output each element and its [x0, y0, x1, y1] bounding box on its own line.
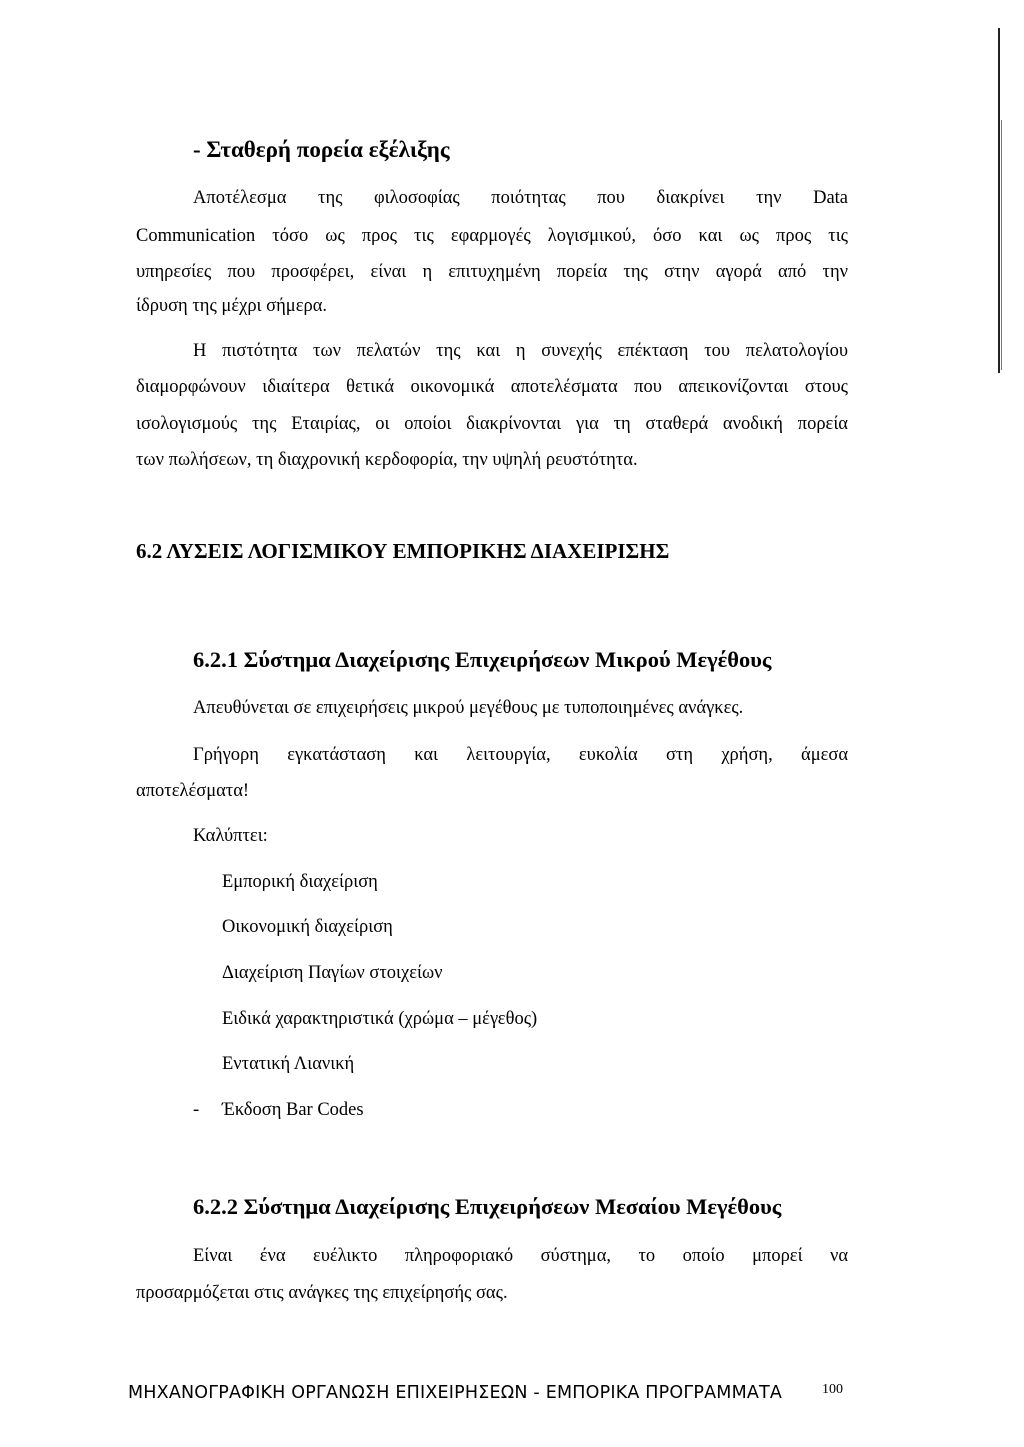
list-dash: -: [193, 1100, 200, 1120]
page-number: 100: [822, 1382, 843, 1397]
para1-line4: ίδρυση της μέχρι σήμερα.: [136, 296, 328, 316]
covers-list-item: Εμπορική διαχείριση: [222, 872, 378, 892]
word: άμεσα: [801, 745, 849, 765]
word: Αποτέλεσμα: [193, 188, 287, 208]
word: στη: [665, 745, 694, 765]
word: Data: [813, 188, 849, 208]
para1-line2: Communication τόσο ως προς τις εφαρμογές λογισμικού, όσο και ως προς τις: [136, 226, 848, 246]
sub1-line2-cont: αποτελέσματα!: [136, 781, 250, 801]
scan-edge-line-secondary: [1001, 120, 1002, 370]
covers-list-item: Εντατική Λιανική: [222, 1054, 355, 1074]
word: οποίο: [682, 1246, 725, 1266]
covers-list-item: Έκδοση Bar Codes: [222, 1100, 364, 1120]
word: πληροφοριακό: [404, 1246, 514, 1266]
para2-line3: ισολογισμούς της Εταιρίας, οι οποίοι διακρίνονται για τη σταθερά ανοδική πορεία: [136, 414, 848, 434]
page-footer-title: ΜΗΧΑΝΟΓΡΑΦΙΚΗ ΟΡΓΑΝΩΣΗ ΕΠΙΧΕΙΡΗΣΕΩΝ - ΕΜΠΟΡΙΚΑ ΠΡΟΓΡΑΜΜΑΤΑ: [128, 1383, 783, 1403]
word: μπορεί: [752, 1246, 803, 1266]
sub1-intro: Απευθύνεται σε επιχειρήσεις μικρού μεγέθους με τυποποιημένες ανάγκες.: [193, 698, 744, 718]
word: Γρήγορη: [193, 745, 259, 765]
sub2-line2: προσαρμόζεται στις ανάγκες της επιχείρησής σας.: [136, 1283, 508, 1303]
word: που: [597, 188, 625, 208]
sub2-line1: [193, 1246, 848, 1270]
covers-list-item: Διαχείριση Παγίων στοιχείων: [222, 963, 443, 983]
word: εγκατάσταση: [287, 745, 386, 765]
word: και: [414, 745, 439, 765]
subsection-heading-medium: 6.2.2 Σύστημα Διαχείρισης Επιχειρήσεων Μεσαίου Μεγέθους: [193, 1194, 782, 1219]
word: Είναι: [193, 1246, 233, 1266]
word: να: [829, 1246, 849, 1266]
word: χρήση,: [721, 745, 773, 765]
para2-line4: των πωλήσεων, τη διαχρονική κερδοφορία, την υψηλή ρευστότητα.: [136, 450, 638, 470]
word: ποιότητας: [491, 188, 566, 208]
para2-line2: διαμορφώνουν ιδιαίτερα θετικά οικονομικά αποτελέσματα που απεικονίζονται στους: [136, 377, 848, 397]
subsection-heading-small: 6.2.1 Σύστημα Διαχείρισης Επιχειρήσεων Μικρού Μεγέθους: [193, 647, 772, 672]
word: λειτουργία,: [466, 745, 551, 765]
chapter-heading: 6.2 ΛΥΣΕΙΣ ΛΟΓΙΣΜΙΚΟΥ ΕΜΠΟΡΙΚΗΣ ΔΙΑΧΕΙΡΙΣΗΣ: [136, 539, 670, 563]
word: την: [756, 188, 782, 208]
word: ευκολία: [578, 745, 638, 765]
covers-list-item: Οικονομική διαχείριση: [222, 917, 393, 937]
word: σύστημα,: [540, 1246, 612, 1266]
section-heading: - Σταθερή πορεία εξέλιξης: [193, 137, 450, 162]
para2-line1: Η πιστότητα των πελατών της και η συνεχής επέκταση του πελατολογίου: [193, 341, 848, 361]
covers-label: Καλύπτει:: [193, 826, 268, 846]
word: φιλοσοφίας: [373, 188, 460, 208]
sub1-line2: [193, 745, 848, 769]
para1-line3: υπηρεσίες που προσφέρει, είναι η επιτυχημένη πορεία της στην αγορά από την: [136, 262, 848, 282]
word: το: [638, 1246, 656, 1266]
word: ευέλικτο: [312, 1246, 378, 1266]
covers-list-item: Ειδικά χαρακτηριστικά (χρώμα – μέγεθος): [222, 1009, 538, 1029]
word: διακρίνει: [656, 188, 725, 208]
para1-line1: [193, 188, 848, 212]
word: της: [318, 188, 343, 208]
scan-edge-line: [998, 28, 1000, 373]
word: ένα: [259, 1246, 286, 1266]
